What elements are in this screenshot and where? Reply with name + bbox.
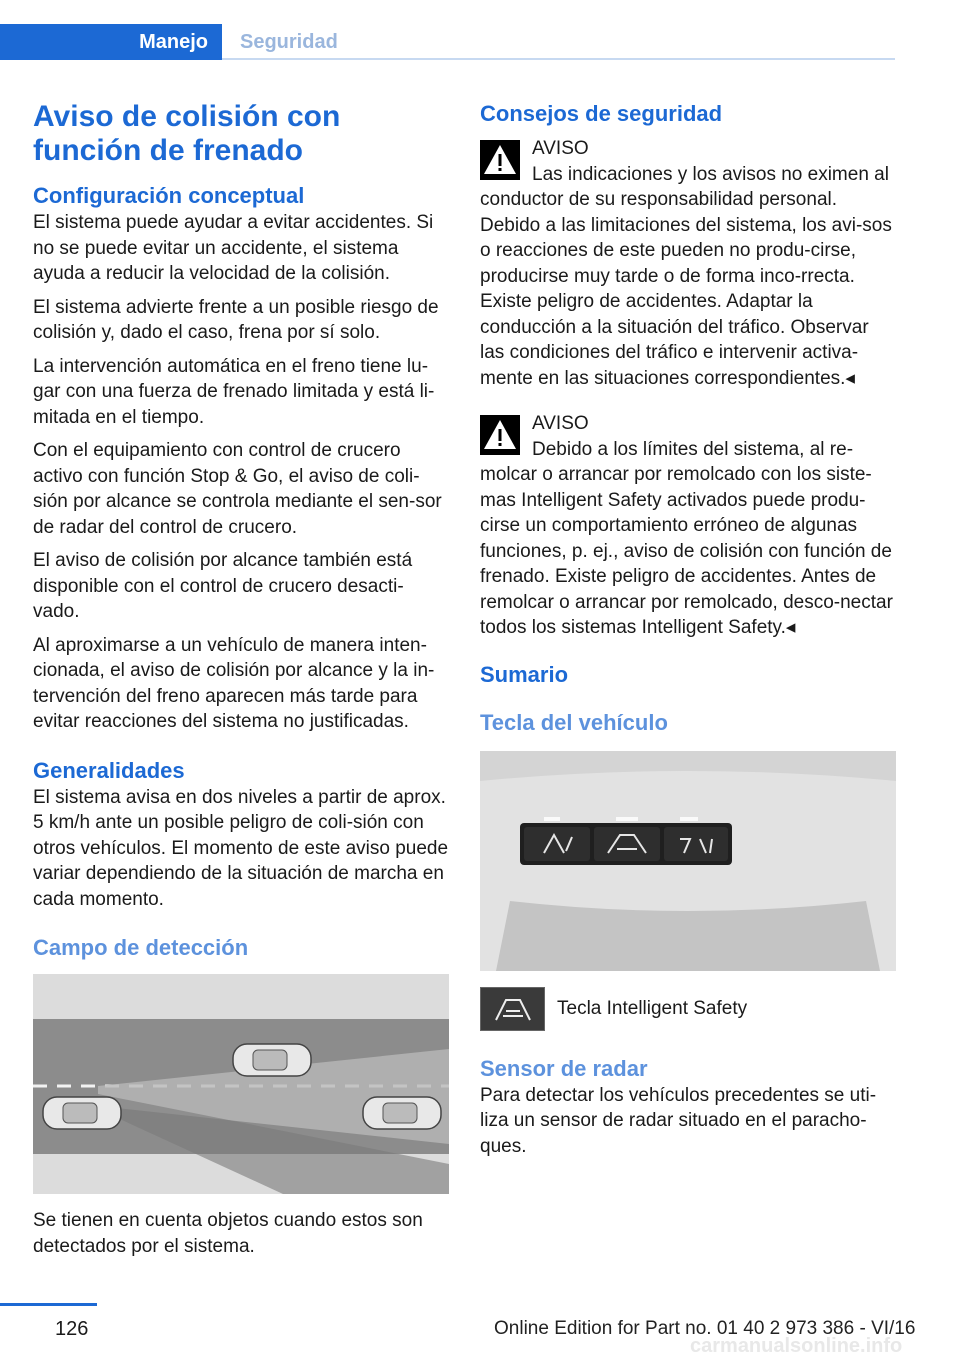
radar-paragraph: Para detectar los vehículos precedentes se uti-liza un sensor de radar situado en el paracho-ques. [480,1084,877,1157]
edition-footer: Online Edition for Part no. 01 40 2 973 386 - VI/16 [494,1318,916,1339]
warning-triangle-icon [480,140,520,180]
button-heading: Tecla del vehículo [480,709,668,735]
intelligent-safety-icon [480,987,545,1031]
road-illustration [33,974,449,1194]
concept-paragraph: Con el equipamiento con control de crucero activo con función Stop & Go, el aviso de coli-sión por alcance se controla mediante el sen-sor de radar del control de crucero. [33,440,442,538]
car-front [233,1044,311,1076]
tab-divider [222,58,895,60]
warning-text: Las indicaciones y los avisos no eximen al conductor de su responsabilidad personal. Debido a las limitaciones del sistema, los avi-sos o reacciones de este pueden no produ-cirse, producirse muy tarde o de forma inco-rrecta. Existe peligro de accidentes. Adaptar la conducción a la situación del tráfico. Observar las condiciones del tráfico e intervenir activa-mente en las situaciones correspondientes.◂ [480,163,892,389]
car-rear [43,1097,121,1129]
button-caption-row [480,987,896,1031]
concept-paragraph: El sistema puede ayudar a evitar accidentes. Si no se puede evitar un accidente, el sistema ayuda a reducir la velocidad de la colisión. [33,212,434,284]
concept-heading: Configuración conceptual [33,183,305,208]
general-paragraph: El sistema avisa en dos niveles a partir de aprox. 5 km/h ante un posible peligro de coli-sión con otros vehículos. El momento de este aviso puede variar dependiendo de la situación de marcha en cada momento. [33,786,449,910]
page-title: Aviso de colisión con función de frenado [33,100,341,167]
warning-text: Debido a los límites del sistema, al re-molcar o arrancar por remolcado con los siste-mas Intelligent Safety activados puede produ-cirse un comportamiento erróneo de algunas funciones, p. ej., aviso de colisión con función de frenado. Existe peligro de accidentes. Antes de remolcar o arrancar por remolcado, desco-nectar todos los sistemas Intelligent Safety.◂ [480,438,893,638]
watermark: carmanualsonline.info [690,1335,903,1357]
button-photo [480,751,896,971]
page-number-bar [0,1303,97,1306]
summary-heading: Sumario [480,661,569,687]
general-heading: Generalidades [33,757,185,783]
detection-diagram [33,974,449,1194]
concept-paragraph: El aviso de colisión por alcance también está disponible con el control de crucero desacti-vado. [33,550,413,622]
button-caption: Tecla Intelligent Safety [557,998,748,1019]
safety-heading: Consejos de seguridad [480,101,723,126]
radar-heading: Sensor de radar [480,1055,648,1081]
detection-heading: Campo de detección [33,935,249,960]
concept-paragraph: El sistema advierte frente a un posible riesgo de colisión y, dado el caso, frena por sí solo. [33,296,439,343]
concept-paragraph: La intervención automática en el freno tiene lu-gar con una fuerza de frenado limitada y está li-mitada en el tiempo. [33,355,435,428]
page-number: 126 [55,1318,89,1340]
car-right [363,1097,441,1129]
tab-seguridad[interactable]: Seguridad [240,30,338,53]
concept-paragraph: Al aproximarse a un vehículo de manera inten-cionada, el aviso de colisión por alcance y la in-tervención del freno aparecen más tarde para evitar reacciones del sistema no justificadas. [33,634,435,732]
detection-caption: Se tienen en cuenta objetos cuando estos son detectados por el sistema. [33,1210,423,1257]
right-column [480,100,896,1167]
tab-manejo[interactable]: Manejo [0,24,222,60]
warning-title: AVISO [532,138,589,159]
warning-triangle-icon [480,415,520,455]
warning-block [480,411,896,641]
console-buttons-image [480,751,896,971]
warning-block [480,136,896,391]
left-column [33,100,449,1267]
chapter-tabs [0,24,895,62]
warning-title: AVISO [532,413,589,434]
